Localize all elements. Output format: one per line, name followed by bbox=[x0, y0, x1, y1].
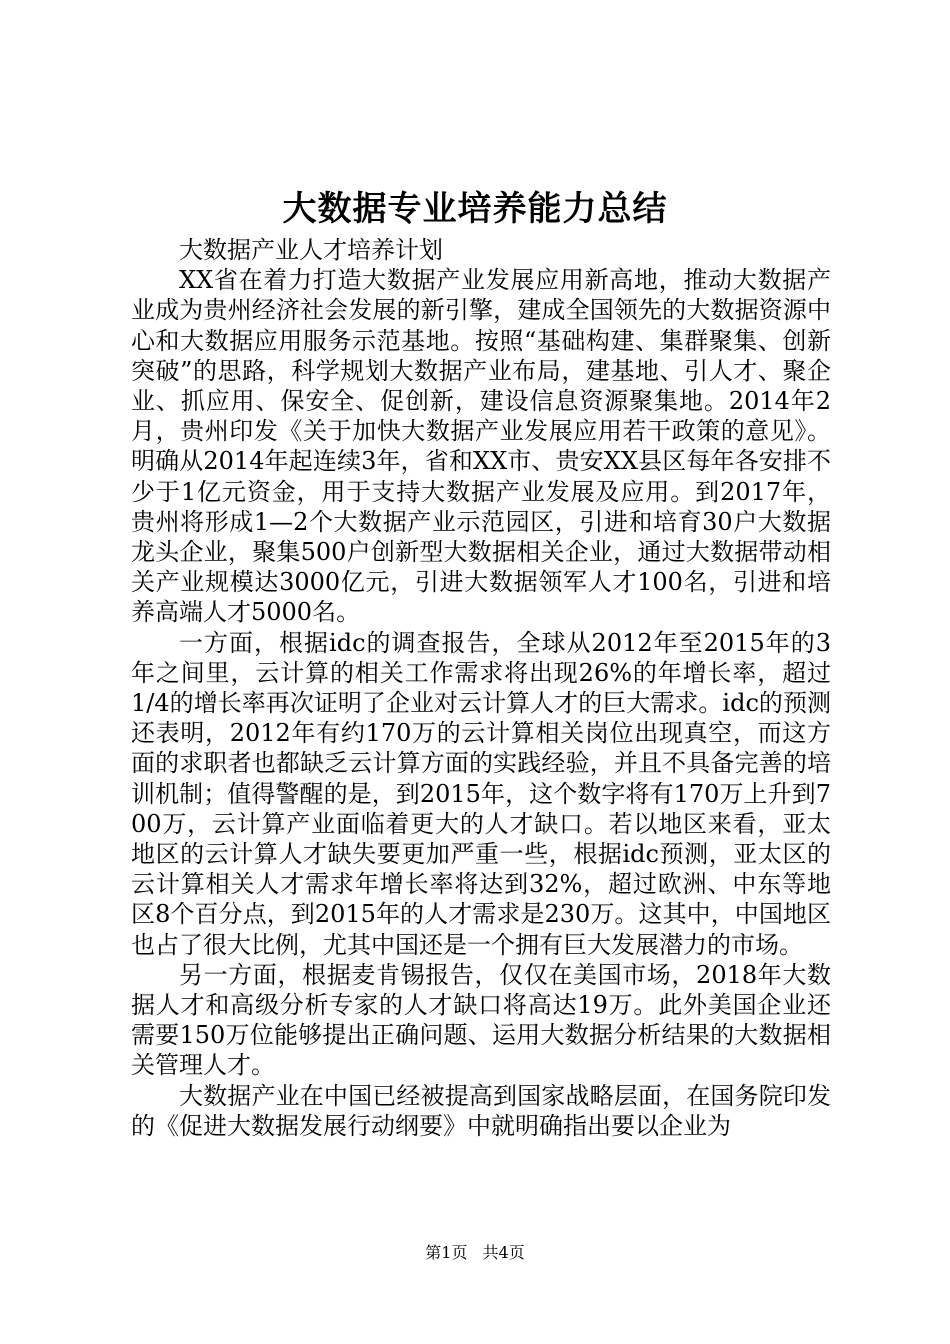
document-body bbox=[131, 235, 831, 1141]
body-paragraph: 大数据产业在中国已经被提高到国家战略层面，在国务院印发的《促进大数据发展行动纲要》中就明确指出要以企业为 bbox=[131, 1081, 831, 1140]
body-paragraph: XX省在着力打造大数据产业发展应用新高地，推动大数据产业成为贵州经济社会发展的新引擎，建成全国领先的大数据资源中心和大数据应用服务示范基地。按照“基础构建、集群聚集、创新突破”的思路，科学规划大数据产业布局，建基地、引人才、聚企业、抓应用、保安全、促创新，建设信息资源聚集地。2014年2月，贵州印发《关于加快大数据产业发展应用若干政策的意见》。明确从2014年起连续3年，省和XX市、贵安XX县区每年各安排不少于1亿元资金，用于支持大数据产业发展及应用。到2017年，贵州将形成1—2个大数据产业示范园区，引进和培育30户大数据龙头企业，聚集500户创新型大数据相关企业，通过大数据带动相关产业规模达3000亿元，引进大数据领军人才100名，引进和培养高端人才5000名。 bbox=[131, 266, 831, 627]
page-number: 第1页 bbox=[425, 1243, 468, 1262]
document-title: 大数据专业培养能力总结 bbox=[282, 189, 668, 229]
page-total: 共4页 bbox=[482, 1243, 525, 1262]
page-footer bbox=[0, 1242, 950, 1264]
body-paragraph: 大数据产业人才培养计划 bbox=[179, 236, 443, 264]
body-paragraph: 一方面，根据idc的调查报告，全球从2012年至2015年的3年之间里，云计算的相关工作需求将出现26%的年增长率，超过1/4的增长率再次证明了企业对云计算人才的巨大需求。idc的预测还表明，2012年有约170万的云计算相关岗位出现真空，而这方面的求职者也都缺乏云计算方面的实践经验，并且不具备完善的培训机制；值得警醒的是，到2015年，这个数字将有170万上升到700万，云计算产业面临着更大的人才缺口。若以地区来看，亚太地区的云计算人才缺失要更加严重一些，根据idc预测，亚太区的云计算相关人才需求年增长率将达到32%，超过欧洲、中东等地区8个百分点，到2015年的人才需求是230万。这其中，中国地区也占了很大比例，尤其中国还是一个拥有巨大发展潜力的市场。 bbox=[131, 628, 831, 959]
body-paragraph: 另一方面，根据麦肯锡报告，仅仅在美国市场，2018年大数据人才和高级分析专家的人才缺口将高达19万。此外美国企业还需要150万位能够提出正确问题、运用大数据分析结果的大数据相关管理人才。 bbox=[131, 960, 831, 1080]
